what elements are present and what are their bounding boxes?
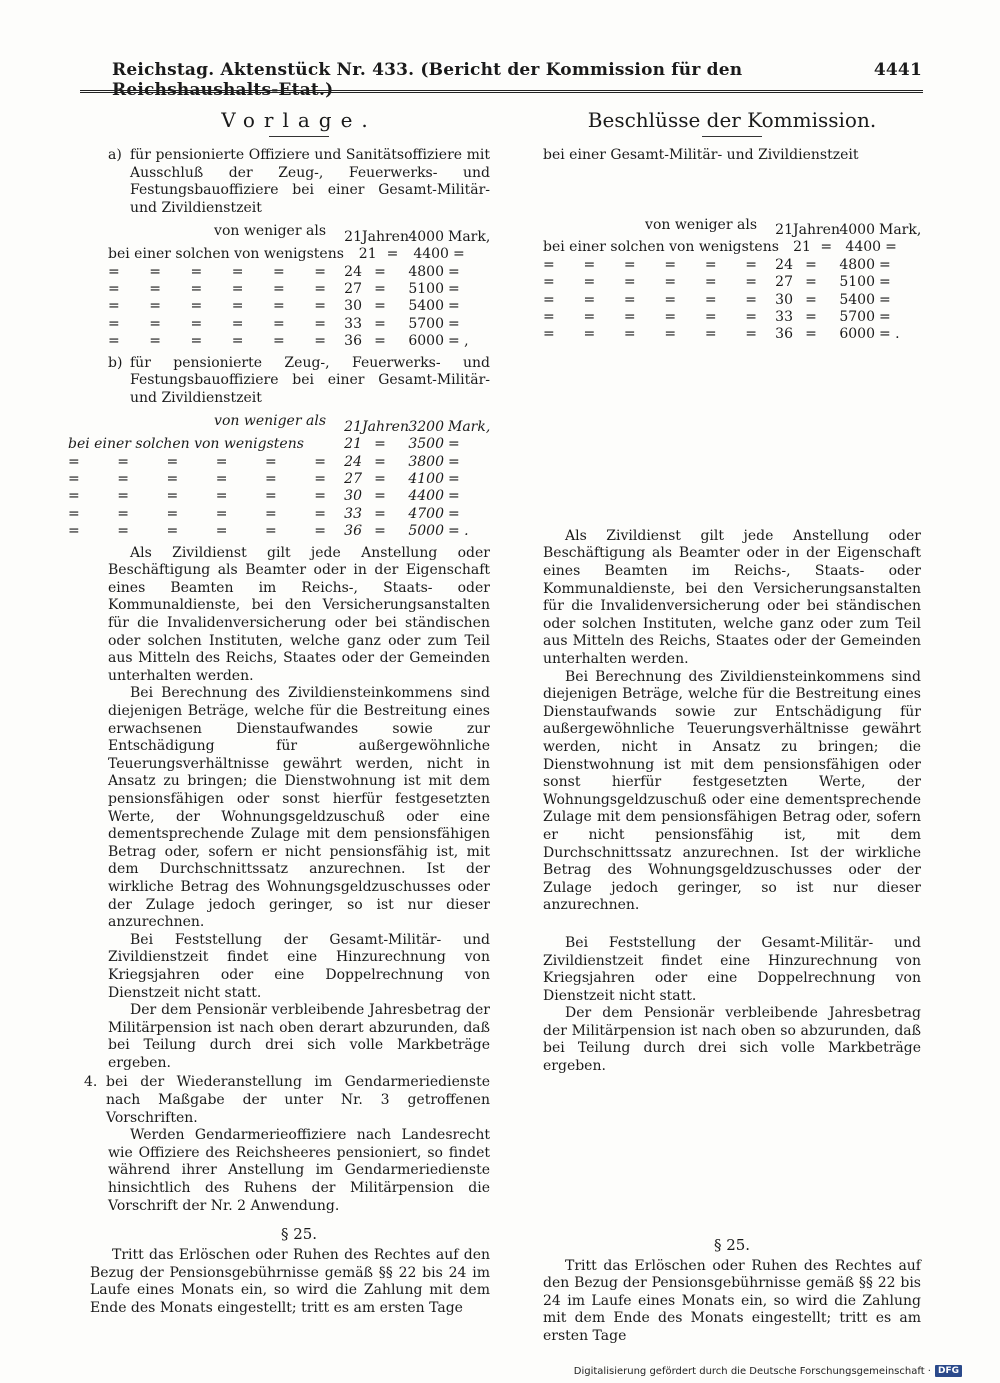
paragraph-zivildienst: Als Zivildienst gilt jede Anstellung oder Beschäftigung als Beamter oder in der Eigenschaft eines Beamten im Reichs-, Staats- oder Kommunaldienste, bei den Versicherungsanstalten für die Invalidenversicherung oder bei ständischen oder solchen Instituten, welche ganz oder zum Teil aus Mitteln des Reichs, Staates oder der Gemeinden unterhalten werden. xyxy=(543,527,921,667)
row-description xyxy=(68,436,334,453)
ditto-mark: = xyxy=(448,263,460,280)
amount-value: 4700 xyxy=(408,505,444,522)
ditto-mark: = xyxy=(314,263,326,280)
row-description xyxy=(543,217,765,234)
ditto-mark: = xyxy=(314,523,326,540)
ditto-mark: = xyxy=(664,291,677,308)
amount-value: 5400 xyxy=(408,298,444,315)
column-heading: Vorlage. xyxy=(221,108,377,132)
paragraph-berechnung: Bei Berechnung des Zivildiensteinkommens sind diejenigen Beträge, welche für die Bestreitung eines erwachsenen Dienstaufwandes sowie zur Entschädigung für außergewöhnliche Teuerungsverhältnisse gewährt werden, nicht in Ansatz zu bringen; die Dienstwohnung ist mit dem pensionsfähigen oder sonst hierfür festgesetzten Werte, der Wohnungsgeldzuschuß oder eine dementsprechende Zulage mit dem pensionsfähigen Betrag oder, sofern er nicht pensionsfähig ist, mit dem Durchschnittssatz anzurechnen. Ist der wirkliche Betrag des Wohnungsgeldzuschusses oder der Zulage jedoch geringer, so ist nur dieser anzurechnen. xyxy=(108,685,490,931)
amount-value: 3800 xyxy=(408,453,444,470)
ditto-mark: = xyxy=(704,256,717,273)
ditto-mark: = xyxy=(374,263,386,280)
amount-value: 5100 xyxy=(839,274,875,291)
ditto-mark: = xyxy=(314,315,326,332)
ditto-mark: = xyxy=(664,256,677,273)
paragraph-berechnung: Bei Berechnung des Zivildiensteinkommens sind diejenigen Beträge, welche für die Bestreitung eines Dienstaufwands sowie zur Entschädigung für außergewöhnliche Teuerungsverhältnisse gewährt werden, nicht in Ansatz zu bringen; die Dienstwohnung ist mit dem pensionsfähigen oder sonst hierfür festgesetzten Werte, der Wohnungsgeldzuschuß oder eine dementsprechende Zulage mit dem pensionsfähigen Betrag oder, sofern er nicht pensionsfähig ist, mit dem Durchschnittssatz anzurechnen. Ist der wirkliche Betrag des Wohnungsgeldzuschusses oder der Zulage jedoch geringer, so ist nur dieser anzurechnen. xyxy=(543,668,921,914)
years-value: 21 xyxy=(775,222,793,238)
ditto-mark: = xyxy=(273,333,285,350)
years-value: 33 xyxy=(344,505,362,522)
ditto-mark: = xyxy=(166,453,179,470)
row-lead-text: von weniger als xyxy=(645,216,757,233)
years-value: 27 xyxy=(775,274,793,291)
item-b xyxy=(108,355,490,408)
ditto-mark: = xyxy=(108,298,120,315)
ditto-mark: = xyxy=(543,274,555,291)
ditto-mark: = xyxy=(314,298,326,315)
ditto-mark: = xyxy=(314,488,326,505)
ditto-mark: = xyxy=(374,505,386,522)
pension-schedule-b xyxy=(68,413,490,540)
paragraph-erloeschen: Tritt das Erlöschen oder Ruhen des Rechtes auf den Bezug der Pensionsgebührnisse gemäß §§ 22 bis 24 im Laufe eines Monats ein, so wird die Zahlung mit dem Ende des Monats eingestellt; tritt es am ersten Tage xyxy=(543,1257,921,1345)
amount-value: 5400 xyxy=(839,291,875,308)
ditto-mark: = xyxy=(664,326,677,343)
row-lead-text: bei einer solchen von wenigstens xyxy=(543,239,779,256)
ditto-mark: = xyxy=(166,505,179,522)
schedule-row xyxy=(68,523,490,540)
ditto-mark: = xyxy=(273,263,285,280)
ditto-mark: = xyxy=(805,256,817,273)
ditto-mark: = xyxy=(623,326,636,343)
row-description xyxy=(543,239,787,256)
ditto-mark: = xyxy=(149,263,161,280)
ditto-mark: = xyxy=(374,281,386,297)
row-description xyxy=(108,223,334,240)
schedule-row xyxy=(68,436,490,453)
years-value: 30 xyxy=(775,291,793,308)
ditto-mark: = xyxy=(374,436,386,453)
amount-value: 4400 xyxy=(845,239,882,256)
schedule-row xyxy=(108,281,490,298)
years-unit: Jahren xyxy=(362,418,409,435)
header-rule xyxy=(80,90,923,93)
row-description xyxy=(68,454,334,471)
ditto-mark: = xyxy=(745,291,757,308)
ditto-mark: = xyxy=(583,256,596,273)
ditto-mark: = xyxy=(448,298,460,315)
years-value: 21 xyxy=(344,418,362,435)
row-description xyxy=(108,298,334,315)
ditto-mark: = xyxy=(68,505,80,522)
ditto-mark: = xyxy=(543,326,555,343)
ditto-mark: = xyxy=(583,309,596,326)
ditto-mark: = xyxy=(314,333,326,350)
row-description xyxy=(68,471,334,488)
pension-schedule xyxy=(543,217,921,344)
ditto-mark: = xyxy=(374,333,386,350)
ditto-mark: = xyxy=(745,274,757,291)
years-value: 21 xyxy=(344,436,362,453)
ditto-mark: = xyxy=(190,263,203,280)
years-value: 27 xyxy=(344,471,362,488)
years-value: 24 xyxy=(344,453,362,470)
ditto-mark: = xyxy=(117,488,129,505)
ditto-mark: = xyxy=(448,471,460,488)
row-description xyxy=(543,326,765,343)
item-marker: 4. xyxy=(84,1074,98,1091)
ditto-mark: = xyxy=(543,256,555,273)
amount-value: 5700 xyxy=(408,315,444,332)
page-header xyxy=(112,60,922,100)
years-value: 30 xyxy=(344,488,362,505)
row-description xyxy=(543,292,765,309)
ditto-mark: = . xyxy=(448,523,469,540)
schedule-row xyxy=(108,298,490,315)
row-description xyxy=(68,506,334,523)
ditto-mark: = xyxy=(68,523,80,540)
schedule-row xyxy=(68,506,490,523)
amount-value: 4000 xyxy=(839,222,875,238)
ditto-mark: = xyxy=(745,256,757,273)
amount-value: 3500 xyxy=(408,436,444,453)
years-value: 21 xyxy=(358,246,377,263)
years-value: 30 xyxy=(344,298,362,315)
ditto-mark: = xyxy=(149,333,161,350)
amount-value: 6000 xyxy=(408,333,444,350)
ditto-mark: = xyxy=(879,256,891,273)
row-description xyxy=(68,413,334,430)
credit-text: Digitalisierung gefördert durch die Deutsche Forschungsgemeinschaft · xyxy=(573,1365,931,1377)
schedule-row-first xyxy=(108,223,490,246)
ditto-mark: = xyxy=(386,246,399,263)
schedule-row xyxy=(543,239,921,256)
years-value: 24 xyxy=(344,263,362,280)
ditto-mark: = xyxy=(704,274,717,291)
amount-value: 4100 xyxy=(408,471,444,488)
dfg-logo: DFG xyxy=(935,1365,962,1377)
row-description xyxy=(543,274,765,291)
paragraph-feststellung: Bei Feststellung der Gesamt-Militär- und Zivildienstzeit findet eine Hinzurechnung von Kriegsjahren oder eine Doppelrechnung von Dienstzeit nicht statt. xyxy=(543,934,921,1004)
row-description xyxy=(68,488,334,505)
ditto-mark: = xyxy=(879,309,891,326)
ditto-mark: = xyxy=(231,298,244,315)
schedule-row xyxy=(543,257,921,274)
amount-value: 6000 xyxy=(839,326,875,343)
ditto-mark: = xyxy=(273,281,285,297)
ditto-mark: = xyxy=(448,505,460,522)
ditto-mark: = . xyxy=(879,326,900,343)
ditto-mark: = xyxy=(265,523,277,540)
amount-value: 4800 xyxy=(408,263,444,280)
ditto-mark: = xyxy=(68,453,80,470)
ditto-mark: = xyxy=(231,281,244,297)
ditto-mark: = xyxy=(68,471,80,488)
years-value: 33 xyxy=(775,309,793,326)
ditto-mark: = xyxy=(117,523,129,540)
amount-unit: Mark, xyxy=(879,222,922,238)
schedule-row-first xyxy=(68,413,490,436)
amount-value: 3200 xyxy=(408,418,444,435)
schedule-row xyxy=(68,488,490,505)
ditto-mark: = xyxy=(805,309,817,326)
column-vorlage xyxy=(68,108,491,1318)
schedule-row xyxy=(108,333,490,350)
years-value: 24 xyxy=(775,256,793,273)
row-description xyxy=(108,246,352,263)
ditto-mark: = xyxy=(879,291,891,308)
ditto-mark: = xyxy=(215,523,228,540)
ditto-mark: = xyxy=(166,523,179,540)
digitization-credit xyxy=(574,1365,962,1377)
ditto-mark: = xyxy=(215,471,228,488)
row-lead-text: bei einer solchen von wenigstens xyxy=(108,246,344,263)
ditto-mark: = xyxy=(745,309,757,326)
schedule-row xyxy=(108,246,490,263)
ditto-mark: = xyxy=(265,488,277,505)
ditto-mark: = xyxy=(108,263,120,280)
ditto-mark: = xyxy=(273,315,285,332)
amount-value: 4400 xyxy=(408,488,444,505)
ditto-mark: = xyxy=(314,471,326,488)
schedule-row-first xyxy=(543,217,921,240)
ditto-mark: = xyxy=(265,471,277,488)
row-lead-text: bei einer solchen von wenigstens xyxy=(68,436,304,453)
paragraph-feststellung: Bei Feststellung der Gesamt-Militär- und Zivildienstzeit findet eine Hinzurechnung von Kriegsjahren oder eine Doppelrechnung von Dienstzeit nicht statt. xyxy=(108,931,490,1001)
item-text: für pensionierte Zeug-, Feuerwerks- und Festungsbauoffiziere bei einer Gesamt-Militär- und Zivildienstzeit xyxy=(130,354,490,406)
amount-unit: Mark, xyxy=(448,228,491,245)
ditto-mark: = xyxy=(190,315,203,332)
section-heading: § 25. xyxy=(280,1225,318,1244)
paragraph-gendarmerie: Werden Gendarmerieoffiziere nach Landesrecht wie Offiziere des Reichsheeres pensioniert, so findet während ihrer Anstellung im Gendarmeriedienste hinsichtlich des Ruhens der Militärpension die Vorschrift der Nr. 2 Anwendung. xyxy=(108,1127,490,1214)
ditto-mark: = xyxy=(314,281,326,297)
ditto-mark: = xyxy=(664,274,677,291)
ditto-mark: = xyxy=(448,488,460,505)
paragraph-jahresbetrag: Der dem Pensionär verbleibende Jahresbetrag der Militärpension ist nach oben derart abzurunden, daß bei Teilung durch drei sich volle Markbeträge ergeben. xyxy=(108,1002,490,1071)
years-value: 36 xyxy=(344,333,362,350)
ditto-mark: = , xyxy=(448,333,469,350)
schedule-row xyxy=(543,309,921,326)
years-unit: Jahren xyxy=(362,228,409,245)
ditto-mark: = xyxy=(448,315,460,332)
ditto-mark: = xyxy=(583,326,596,343)
ditto-mark: = xyxy=(448,453,460,470)
amount-value: 4400 xyxy=(413,246,449,263)
ditto-mark: = xyxy=(583,291,596,308)
amount-value: 5700 xyxy=(839,309,875,326)
ditto-mark: = xyxy=(190,333,203,350)
ditto-mark: = xyxy=(879,274,891,291)
years-value: 21 xyxy=(793,239,811,256)
ditto-mark: = xyxy=(117,505,129,522)
ditto-mark: = xyxy=(149,281,161,297)
item-text: für pensionierte Offiziere und Sanitätsoffiziere mit Ausschluß der Zeug-, Feuerwerks- und Festungsbauoffiziere bei einer Gesamt-Militär- und Zivildienstzeit xyxy=(130,147,490,216)
ditto-mark: = xyxy=(374,298,386,315)
ditto-mark: = xyxy=(374,523,386,540)
row-description xyxy=(108,316,334,333)
schedule-row xyxy=(108,316,490,333)
ditto-mark: = xyxy=(108,333,120,350)
spacer xyxy=(543,348,921,528)
ditto-mark: = xyxy=(108,315,120,332)
schedule-row xyxy=(68,471,490,488)
ditto-mark: = xyxy=(166,471,179,488)
ditto-mark: = xyxy=(704,309,717,326)
ditto-mark: = xyxy=(149,315,161,332)
row-description xyxy=(108,264,334,281)
ditto-mark: = xyxy=(805,291,817,308)
ditto-mark: = xyxy=(448,436,460,453)
ditto-mark: = xyxy=(583,274,596,291)
ditto-mark: = xyxy=(623,256,636,273)
ditto-mark: = xyxy=(231,315,244,332)
ditto-mark: = xyxy=(190,281,203,297)
ditto-mark: = xyxy=(117,453,129,470)
ditto-mark: = xyxy=(265,505,277,522)
row-description xyxy=(108,333,334,350)
item-marker: a) xyxy=(108,147,122,163)
item-text: bei der Wiederanstellung im Gendarmeriedienste nach Maßgabe der unter Nr. 3 getroffenen Vorschriften. xyxy=(106,1074,490,1126)
ditto-mark: = xyxy=(374,453,386,470)
row-description xyxy=(543,257,765,274)
ditto-mark: = xyxy=(68,488,80,505)
ditto-mark: = xyxy=(543,291,555,308)
schedule-row xyxy=(543,274,921,291)
heading-rule xyxy=(702,136,762,137)
ditto-mark: = xyxy=(215,453,228,470)
ditto-mark: = xyxy=(265,453,277,470)
row-lead-text: von weniger als xyxy=(214,223,326,240)
ditto-mark: = xyxy=(215,505,228,522)
ditto-mark: = xyxy=(273,298,285,315)
amount-value: 4000 xyxy=(408,228,444,245)
schedule-row xyxy=(543,292,921,309)
ditto-mark: = xyxy=(190,298,203,315)
ditto-mark: = xyxy=(704,326,717,343)
ditto-mark: = xyxy=(745,326,757,343)
ditto-mark: = xyxy=(805,326,817,343)
schedule-row xyxy=(68,454,490,471)
years-value: 21 xyxy=(344,228,362,245)
ditto-mark: = xyxy=(623,291,636,308)
ditto-mark: = xyxy=(448,281,460,297)
item-4 xyxy=(84,1074,490,1127)
row-description xyxy=(68,523,334,540)
ditto-mark: = xyxy=(374,488,386,505)
section-heading: § 25. xyxy=(713,1235,751,1254)
paragraph-zivildienst: Als Zivildienst gilt jede Anstellung oder Beschäftigung als Beamter oder in der Eigenschaft eines Beamten im Reichs-, Staats- oder Kommunaldienste, bei den Versicherungsanstalten für die Invalidenversicherung oder bei ständischen oder solchen Instituten, welche ganz oder zum Teil aus Mitteln des Reichs, Staates oder der Gemeinden unterhalten werden. xyxy=(108,544,490,684)
ditto-mark: = xyxy=(374,471,386,488)
ditto-mark: = xyxy=(623,274,636,291)
ditto-mark: = xyxy=(231,263,244,280)
ditto-mark: = xyxy=(543,309,555,326)
ditto-mark: = xyxy=(231,333,244,350)
paragraph-erloeschen: Tritt das Erlöschen oder Ruhen des Rechtes auf den Bezug der Pensionsgebührnisse gemäß §§ 22 bis 24 im Laufe eines Monats ein, so wird die Zahlung mit dem Ende des Monats eingestellt; tritt es am ersten Tage xyxy=(90,1247,490,1316)
ditto-mark: = xyxy=(166,488,179,505)
amount-value: 4800 xyxy=(839,256,875,273)
item-marker: b) xyxy=(108,354,123,371)
years-value: 27 xyxy=(344,281,362,297)
ditto-mark: = xyxy=(805,274,817,291)
years-value: 33 xyxy=(344,315,362,332)
amount-unit: Mark, xyxy=(448,418,491,435)
heading-rule xyxy=(269,136,329,137)
ditto-mark: = xyxy=(623,309,636,326)
item-a xyxy=(108,147,490,217)
ditto-mark: = xyxy=(374,315,386,332)
ditto-mark: = xyxy=(452,246,465,263)
spacer xyxy=(543,1076,921,1226)
ditto-mark: = xyxy=(314,505,326,522)
row-description xyxy=(543,309,765,326)
ditto-mark: = xyxy=(314,453,326,470)
row-lead-text: von weniger als xyxy=(214,413,326,430)
ditto-mark: = xyxy=(149,298,161,315)
ditto-mark: = xyxy=(117,471,129,488)
schedule-row xyxy=(543,326,921,343)
page-number: 4441 xyxy=(873,60,922,80)
ditto-mark: = xyxy=(108,281,120,297)
column-heading: Beschlüsse der Kommission. xyxy=(587,108,877,132)
ditto-mark: = xyxy=(704,291,717,308)
intro-line: bei einer Gesamt-Militär- und Zivildienstzeit xyxy=(543,147,859,163)
pension-schedule-a xyxy=(108,223,490,350)
years-value: 36 xyxy=(775,326,793,343)
spacer xyxy=(543,915,921,935)
running-title: Reichstag. Aktenstück Nr. 433. (Bericht der Kommission für den Reichshaushalts-Etat.) xyxy=(112,60,743,100)
ditto-mark: = xyxy=(820,239,833,256)
years-value: 36 xyxy=(344,523,362,540)
paragraph-jahresbetrag: Der dem Pensionär verbleibende Jahresbetrag der Militärpension ist nach oben so abzurunden, daß bei Teilung durch drei sich volle Markbeträge ergeben. xyxy=(543,1005,921,1075)
ditto-mark: = xyxy=(885,239,897,256)
schedule-row xyxy=(108,264,490,281)
column-beschluesse xyxy=(543,108,921,1346)
ditto-mark: = xyxy=(215,488,228,505)
years-unit: Jahren xyxy=(793,222,840,238)
amount-value: 5000 xyxy=(408,523,444,540)
row-description xyxy=(108,281,334,298)
amount-value: 5100 xyxy=(408,281,444,297)
ditto-mark: = xyxy=(664,309,677,326)
